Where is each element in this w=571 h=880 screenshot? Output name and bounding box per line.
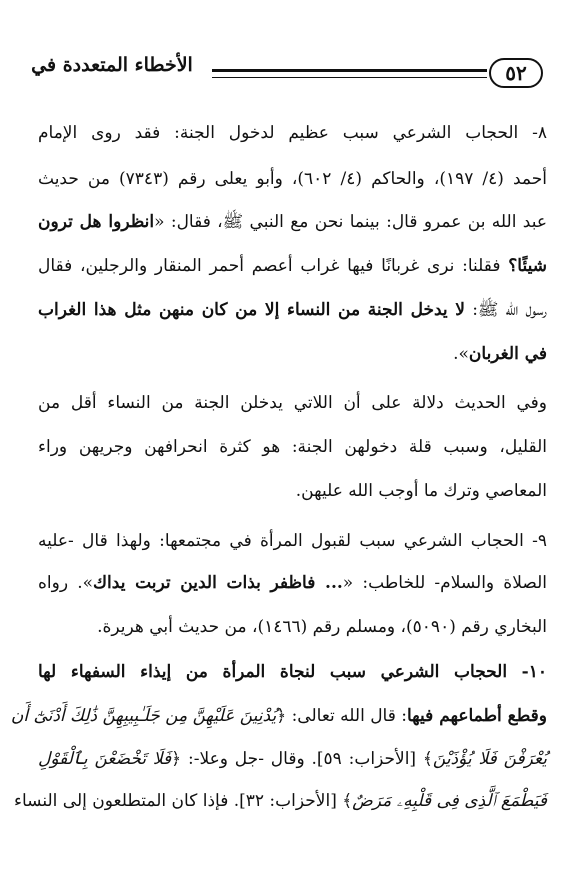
running-title: الأخطاء المتعددة في — [31, 54, 193, 76]
text-segment: فقلنا: نرى غربانًا فيها غراب أعصم أحمر المنقار والرجلين، فقال — [38, 256, 509, 276]
running-header — [0, 50, 571, 94]
text-line — [38, 112, 547, 154]
text-line — [38, 426, 547, 468]
text-segment: عبد الله بن عمرو قال: بينما نحن مع النبي ﷺ، فقال: « — [154, 212, 547, 232]
text-line — [38, 158, 547, 200]
bold-text: وقطع أطماعهم فيها — [407, 706, 547, 726]
quran-verse-text: فَلَا تَخْضَعْنَ بِٱلْقَوْلِ — [38, 749, 172, 769]
text-line — [38, 382, 547, 424]
bold-text: ١٠- الحجاب الشرعي سبب لنجاة المرأة من إيذاء السفهاء لها — [38, 662, 547, 682]
page-number-badge — [489, 58, 543, 88]
bold-text: شيئًا؟ — [508, 256, 547, 276]
text-segment: المعاصي وترك ما أوجب الله عليهن. — [295, 481, 547, 501]
bold-text: في الغربان — [468, 344, 547, 364]
quran-verse-text: يُعْرَفْنَ فَلَا يُؤْذَيْنَ — [432, 749, 547, 769]
text-line — [14, 780, 547, 822]
text-segment: القليل، وسبب قلة دخولهن الجنة: هو كثرة انحرافهن وجريهن وراء — [38, 437, 547, 457]
text-segment: رسول الله ﷺ: — [465, 300, 548, 320]
text-line — [38, 520, 547, 562]
text-segment: البخاري رقم (٥٠٩٠)، ومسلم رقم (١٤٦٦)، من حديث أبي هريرة. — [97, 617, 547, 637]
text-segment: ». — [453, 344, 469, 364]
header-rule — [212, 69, 487, 78]
text-segment: : قال الله تعالى: ﴿ — [276, 706, 407, 726]
text-segment: ٩- الحجاب الشرعي سبب لقبول المرأة في مجتمعها: ولهذا قال -عليه — [38, 531, 547, 551]
text-segment: الصلاة والسلام- للخاطب: « — [342, 573, 547, 593]
text-segment: ﴾ [الأحزاب: ٣٢]. فإذا كان المتطلعون إلى النساء — [14, 791, 353, 811]
text-line — [10, 695, 547, 737]
text-line — [38, 245, 547, 287]
text-segment: أحمد (٤/ ١٩٧)، والحاكم (٤/ ٦٠٢)، وأبو يعلى رقم (٧٣٤٣) من حديث — [38, 169, 547, 189]
bold-text: ... فاظفر بذات الدين تربت يداك — [93, 573, 343, 593]
page-number: ٥٢ — [505, 61, 527, 85]
text-line — [38, 470, 547, 512]
quran-verse-text: فَيَطْمَعَ ٱلَّذِى فِى قَلْبِهِۦ مَرَضٌ — [352, 791, 547, 811]
text-line — [38, 201, 547, 243]
text-segment: وفي الحديث دلالة على أن اللاتي يدخلن الجنة من النساء أقل من — [38, 393, 547, 413]
text-line — [38, 738, 547, 780]
text-segment: ﴾ [الأحزاب: ٥٩]. وقال -جل وعلا-: ﴿ — [171, 749, 433, 769]
bold-text: انظروا هل ترون — [38, 212, 155, 232]
text-line — [38, 562, 547, 604]
quran-verse-text: يُدْنِينَ عَلَيْهِنَّ مِن جَلَـٰبِيبِهِنَّ ذَٰلِكَ أَدْنَىٰٓ أَن — [10, 706, 277, 726]
text-segment: ٨- الحجاب الشرعي سبب عظيم لدخول الجنة: فقد روى الإمام — [38, 123, 547, 143]
bold-text: لا يدخل الجنة من النساء إلا من كان منهن مثل هذا الغراب — [38, 300, 466, 320]
text-line — [38, 651, 547, 693]
text-line — [38, 289, 547, 331]
text-line — [38, 333, 547, 375]
text-segment: ». رواه — [38, 573, 94, 593]
text-line — [38, 606, 547, 648]
